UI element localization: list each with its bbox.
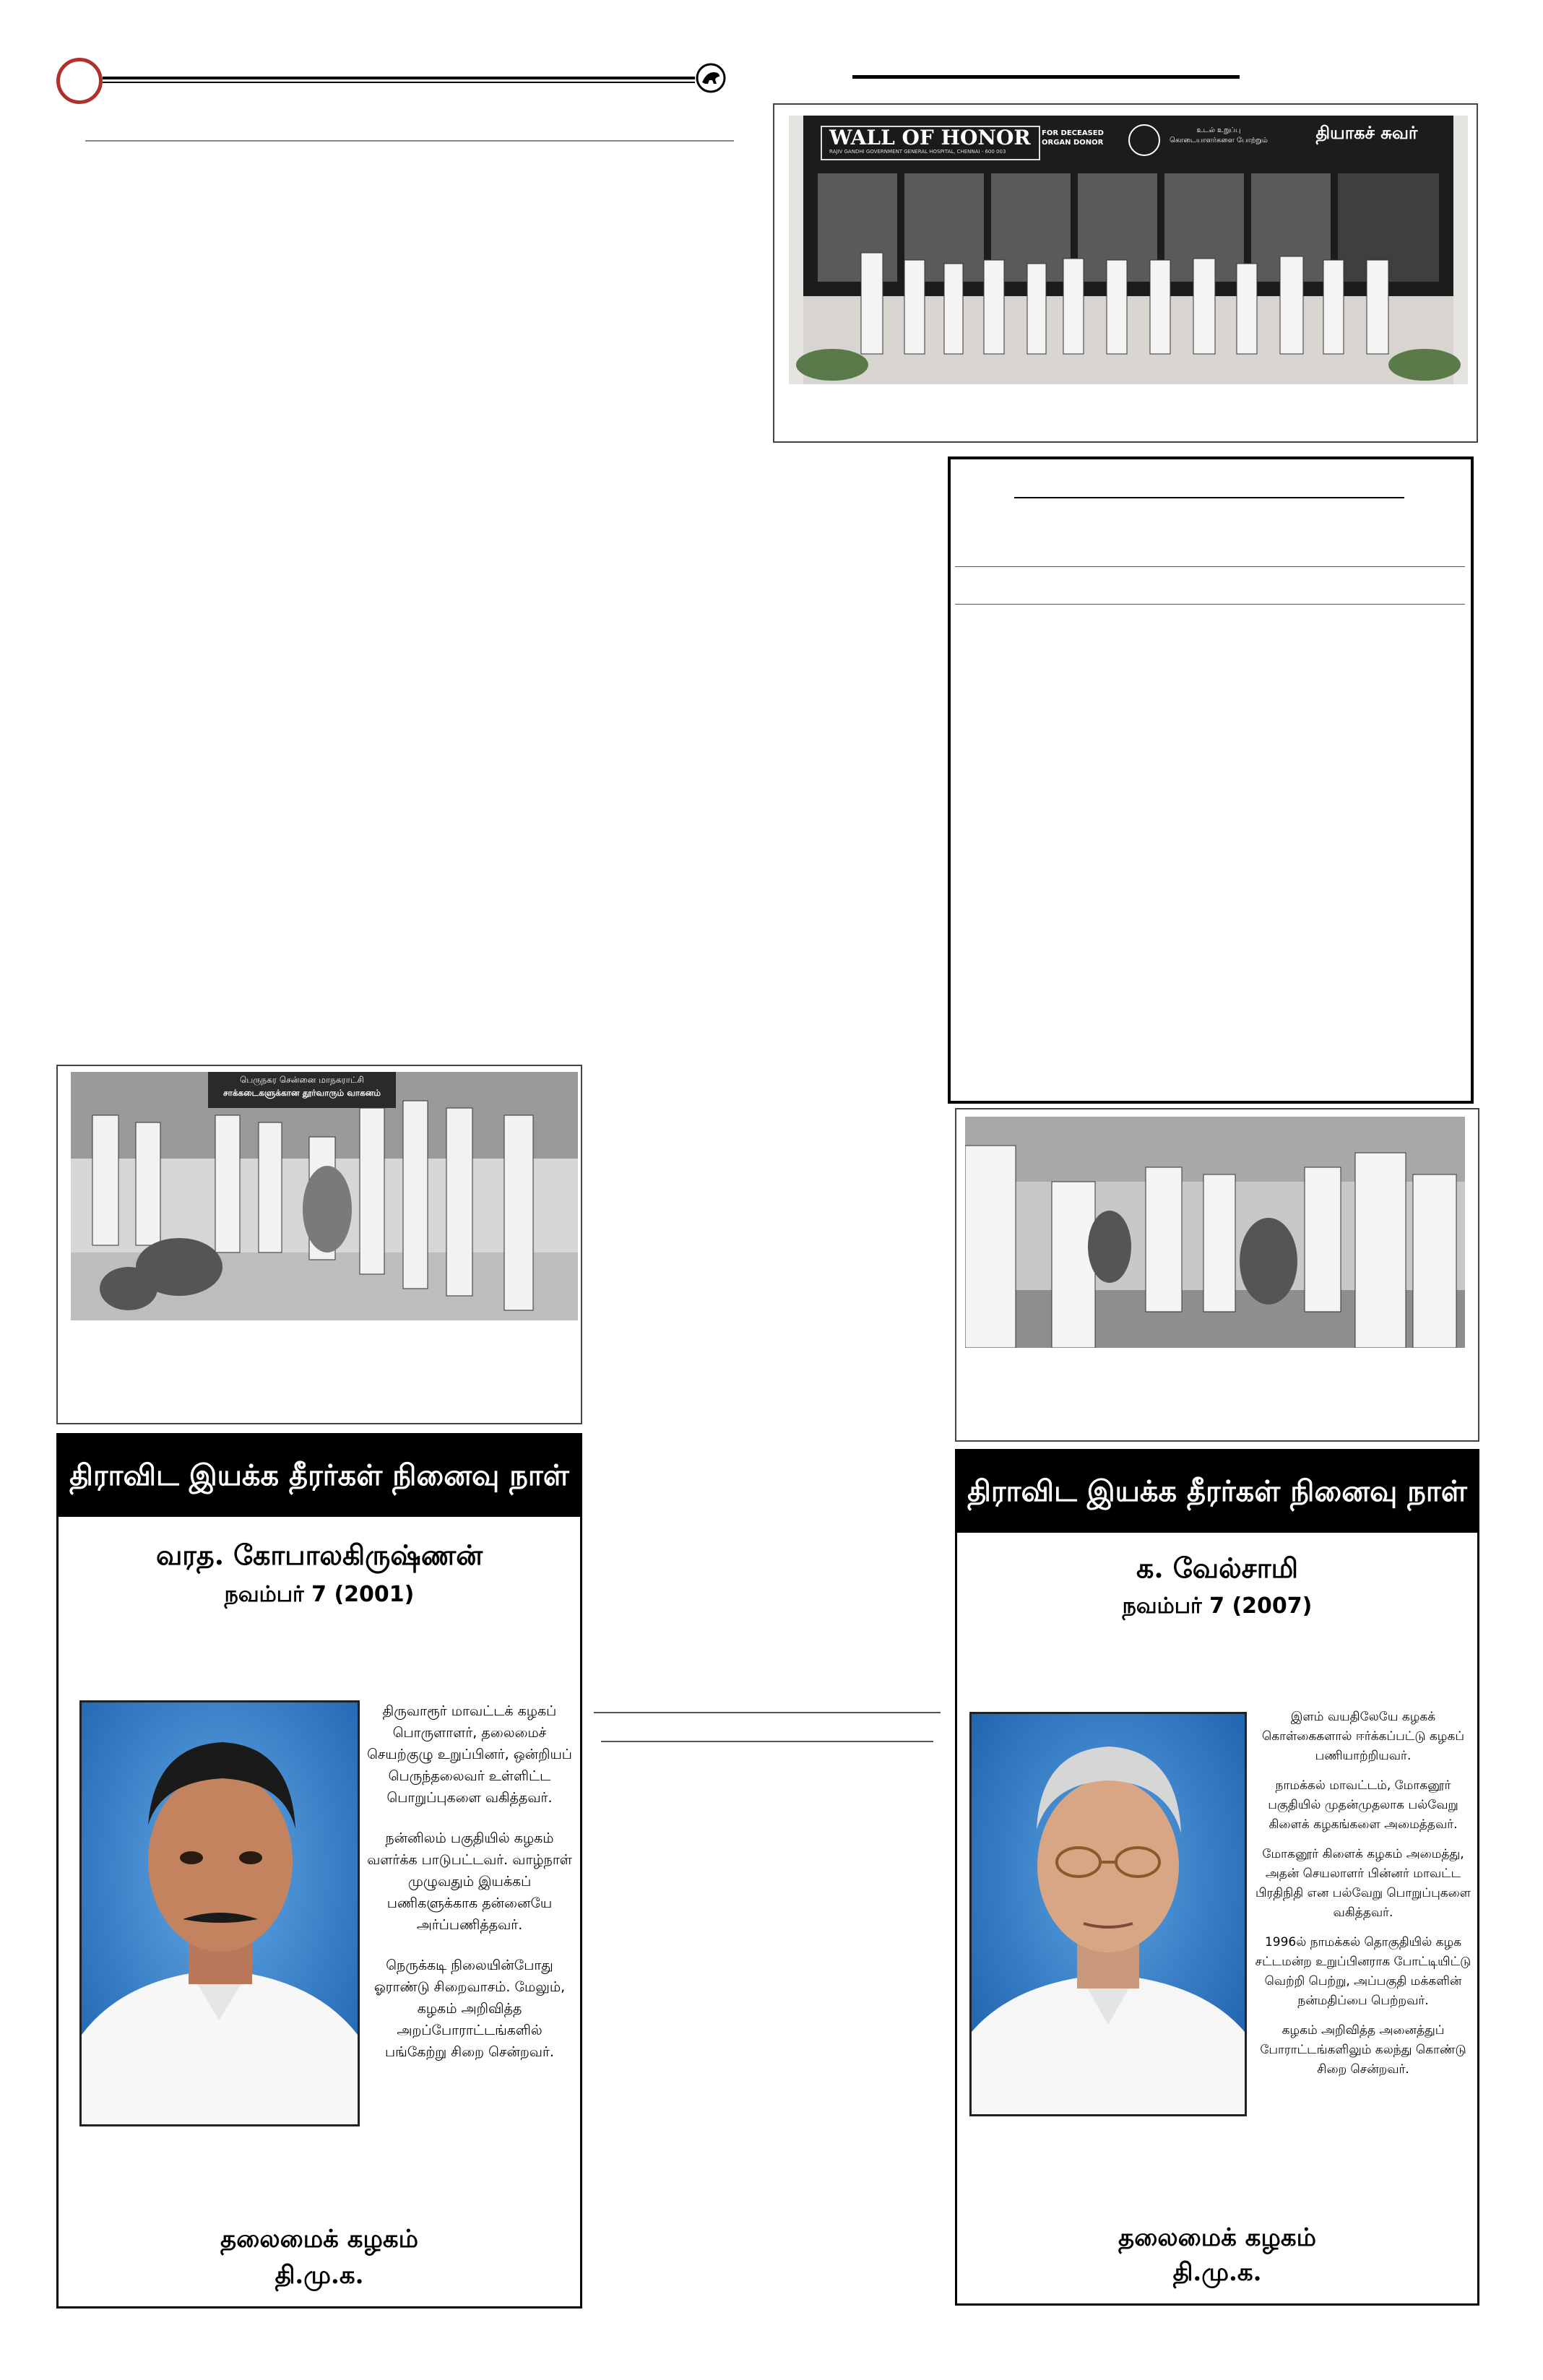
memorial-right-bio-para: நாமக்கல் மாவட்டம், மோகனூர் பகுதியில் முதன்முதலாக பல்வேறு கிளைக் கழகங்களை அமைத்தவர். [1268, 1778, 1458, 1832]
memorial-left-banner [58, 1435, 581, 1517]
header-rule-right [852, 75, 1240, 79]
board-tamil-right: தியாகச் சுவர் [1315, 123, 1418, 143]
right-box-rule-2 [955, 604, 1465, 605]
board-subtitle: FOR DECEASED ORGAN DONOR [1042, 129, 1104, 147]
memorial-right-bio [1254, 1708, 1472, 2090]
memorial-right-bio-para: கழகம் அறிவித்த அனைத்துப் போராட்டங்களிலும் கலந்து கொண்டு சிறை சென்றவர். [1260, 2023, 1466, 2077]
header-rule-top [103, 77, 695, 79]
memorial-right-bio-para: மோகனூர் கிளைக் கழகம் அமைத்து, அதன் செயலாளர் பின்னர் மாவட்ட பிரதிநிதி என பல்வேறு பொறுப்புகளை வகித்தவர். [1255, 1847, 1471, 1920]
memorial-right-footer1: தலைமைக் கழகம் [1118, 2223, 1316, 2252]
board-emblem-icon [1128, 124, 1160, 156]
board-title: WALL OF HONOR [829, 126, 1031, 150]
board-tamil-left: உடல் உறுப்பு கொடையாளர்களை போற்றும் [1170, 126, 1268, 144]
memorial-right-banner [956, 1450, 1478, 1533]
memorial-right-bio-para: 1996ல் நாமக்கல் தொகுதியில் கழக சட்டமன்ற உறுப்பினராக போட்டியிட்டு வெற்றி பெற்று, அப்பகுதி மக்களின் நன்மதிப்பை பெற்றவர். [1255, 1935, 1471, 2008]
photo-wall-of-honor [789, 116, 1468, 384]
photo-street-cleaning [71, 1072, 578, 1320]
header-logo-circle [56, 58, 103, 104]
memorial-left-bio-para: நெருக்கடி நிலையின்போது ஓராண்டு சிறைவாசம். மேலும், கழகம் அறிவித்த அறப்போராட்டங்களில் பங்கேற்று சிறை சென்றவர். [373, 1957, 566, 2060]
center-rule-2 [601, 1741, 933, 1742]
memorial-right-bio-para: இளம் வயதிலேயே கழகக் கொள்கைகளால் ஈர்க்கப்பட்டு கழகப் பணியாற்றியவர். [1261, 1710, 1464, 1763]
right-column-box [948, 456, 1474, 1104]
memorial-left-bio-para: நன்னிலம் பகுதியில் கழகம் வளர்க்க பாடுபட்டவர். வாழ்நாள் முழுவதும் இயக்கப் பணிகளுக்காக தன்னையே அர்ப்பணித்தவர். [367, 1830, 572, 1933]
memorial-left-portrait [79, 1700, 360, 2126]
memorial-left-footer1: தலைமைக் கழகம் [220, 2225, 418, 2254]
memorial-right-portrait [969, 1712, 1247, 2116]
memorial-right-name: க. வேல்சாமி [1136, 1552, 1298, 1584]
right-box-title-rule [1014, 497, 1404, 498]
memorial-left-banner-text: திராவிட இயக்க தீரர்கள் நினைவு நாள் [69, 1458, 569, 1492]
memorial-right-banner-text: திராவிட இயக்க தீரர்கள் நினைவு நாள் [967, 1474, 1467, 1508]
right-box-rule-1 [955, 566, 1465, 567]
street-banner-line1: பெருநகர சென்னை மாநகராட்சி [240, 1075, 364, 1085]
memorial-right-date: நவம்பர் 7 (2007) [1122, 1593, 1313, 1619]
memorial-left-date: நவம்பர் 7 (2001) [224, 1582, 415, 1607]
memorial-left-name: வரத. கோபாலகிருஷ்ணன் [155, 1539, 483, 1571]
center-rule-1 [594, 1712, 941, 1713]
memorial-left-bio-para: திருவாரூர் மாவட்டக் கழகப் பொருளாளர், தலைமைச் செயற்குழு உறுப்பினர், ஒன்றியப் பெருந்தலைவர் உள்ளிட்ட பொறுப்புகளை வகித்தவர். [367, 1703, 572, 1806]
memorial-left-footer2: தி.மு.க. [275, 2261, 364, 2290]
header-thin-rule [85, 140, 734, 142]
board-hospital: RAJIV GANDHI GOVERNMENT GENERAL HOSPITAL, CHENNAI - 600 003 [829, 149, 1006, 155]
photo-tree-planting [965, 1117, 1465, 1348]
memorial-right-footer2: தி.மு.க. [1172, 2258, 1262, 2287]
header-rule-bottom [103, 82, 695, 83]
party-emblem-icon [695, 62, 727, 94]
street-banner-line2: சாக்கடைகளுக்கான தூர்வாரும் வாகனம் [222, 1088, 381, 1098]
memorial-left-bio [366, 1700, 574, 2082]
